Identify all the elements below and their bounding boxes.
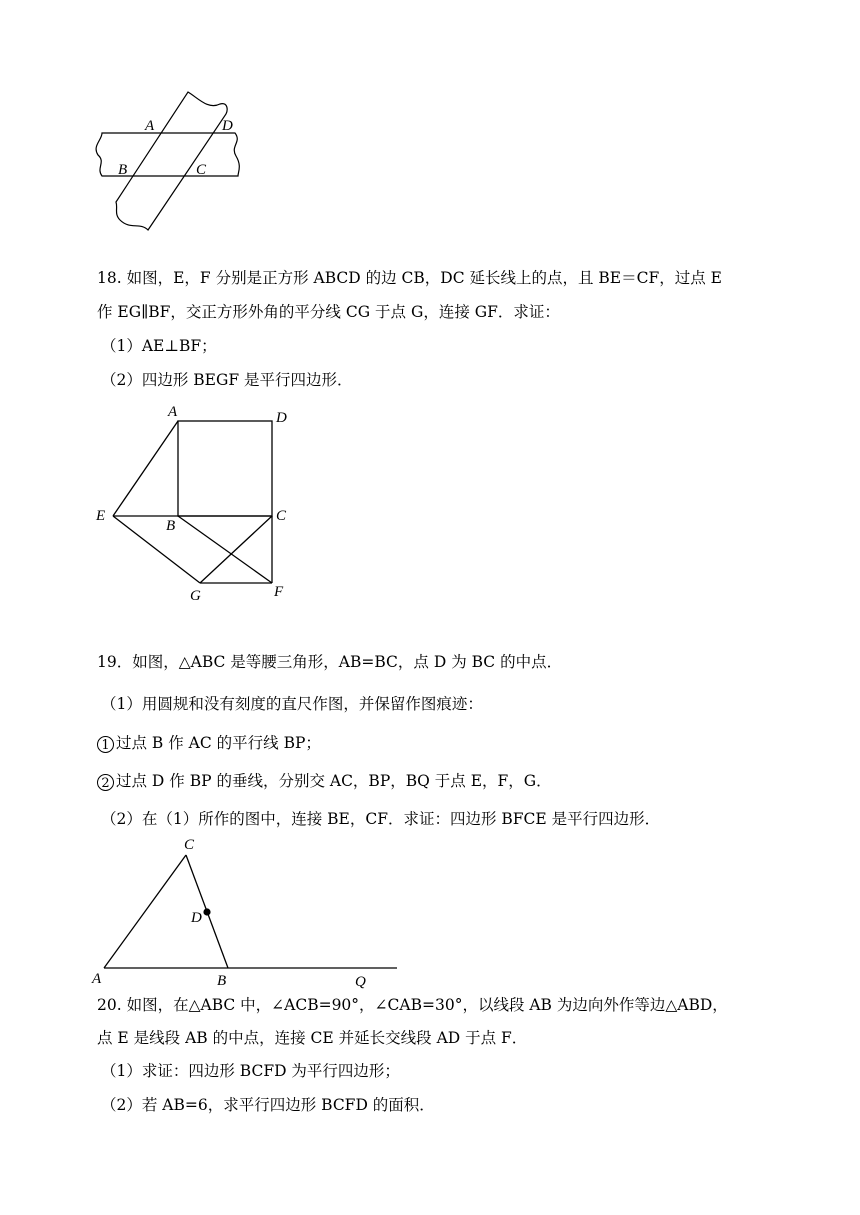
q19-step2 — [97, 771, 552, 791]
q18-line1: 18. 如图，E，F 分别是正方形 ABCD 的边 CB，DC 延长线上的点，且 BE＝CF，过点 E — [97, 269, 722, 287]
step-number-2: 2 — [97, 774, 114, 791]
step-number-1: 1 — [97, 736, 114, 753]
q20-part1: （1）求证：四边形 BCFD 为平行四边形； — [101, 1062, 400, 1080]
figure-19-triangle — [90, 833, 410, 993]
label-C: C — [196, 162, 207, 178]
label-G: G — [190, 588, 201, 604]
label-B: B — [166, 518, 176, 534]
figure-18-square — [90, 400, 300, 610]
label-B: B — [217, 973, 227, 989]
figure-17-parallelogram — [90, 90, 250, 235]
q19-step1 — [97, 733, 321, 753]
label-D: D — [191, 910, 202, 926]
label-C: C — [276, 508, 287, 524]
label-A: A — [92, 971, 102, 987]
q19-step2-text: 过点 D 作 BP 的垂线，分别交 AC，BP，BQ 于点 E，F，G． — [116, 772, 552, 790]
q18-line2: 作 EG∥BF，交正方形外角的平分线 CG 于点 G，连接 GF．求证： — [97, 303, 560, 321]
q19-part2: （2）在（1）所作的图中，连接 BE，CF．求证：四边形 BFCE 是平行四边形． — [101, 810, 661, 828]
label-D: D — [276, 410, 287, 426]
label-E: E — [96, 508, 106, 524]
label-B: B — [118, 162, 128, 178]
label-A: A — [168, 404, 178, 420]
q19-step1-text: 过点 B 作 AC 的平行线 BP； — [116, 734, 321, 752]
q19-line1: 19．如图，△ABC 是等腰三角形，AB=BC，点 D 为 BC 的中点． — [97, 653, 563, 671]
label-D: D — [222, 118, 233, 134]
label-A: A — [145, 118, 155, 134]
q20-part2: （2）若 AB=6，求平行四边形 BCFD 的面积． — [101, 1096, 435, 1114]
q20-line1: 20. 如图，在△ABC 中，∠ACB=90°，∠CAB=30°，以线段 AB 为边向外作等边△ABD， — [97, 996, 728, 1014]
q18-part1: （1）AE⊥BF； — [101, 337, 217, 355]
q18-part2: （2）四边形 BEGF 是平行四边形． — [101, 371, 353, 389]
label-Q: Q — [355, 974, 366, 990]
label-F: F — [274, 584, 284, 600]
q20-line2: 点 E 是线段 AB 的中点，连接 CE 并延长交线段 AD 于点 F． — [97, 1029, 528, 1047]
q19-part1: （1）用圆规和没有刻度的直尺作图，并保留作图痕迹： — [101, 695, 483, 713]
label-C: C — [184, 837, 195, 853]
